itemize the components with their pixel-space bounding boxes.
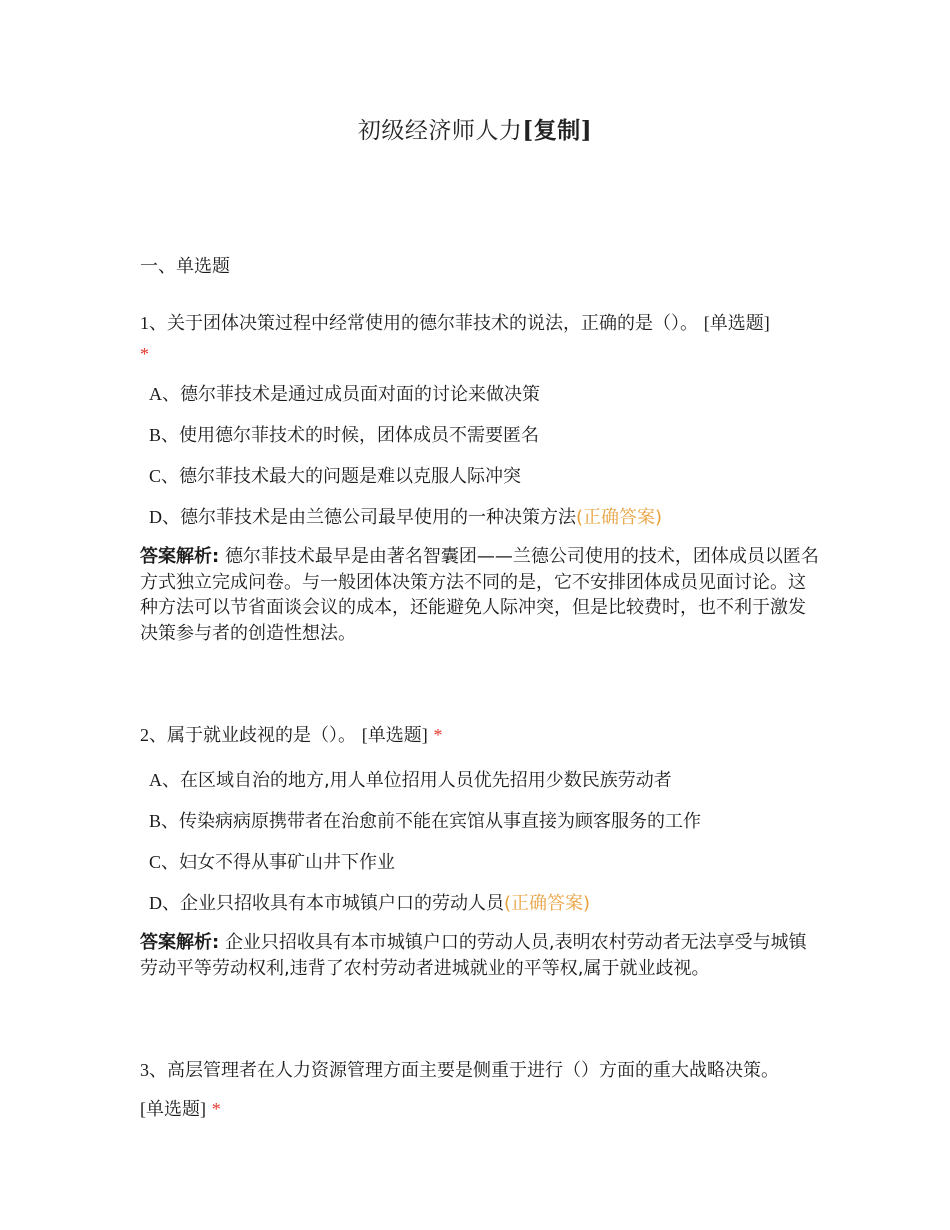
question-1 [140,308,820,646]
required-mark: * [433,725,443,745]
option-c [149,465,820,488]
analysis-text: 德尔菲技术最早是由著名智囊团——兰德公司使用的技术，团体成员以匿名方式独立完成问卷。与一般团体决策方法不同的是，它不安排团体成员见面讨论。这种方法可以节省面谈会议的成本，还能避免人际冲突，但是比较费时，也不利于激发决策参与者的创造性想法。 [140,546,819,644]
option-a [149,383,820,406]
option-letter: A、 [149,384,180,404]
option-b [149,424,820,447]
option-text: 在区域自治的地方,用人单位招用人员优先招用少数民族劳动者 [180,770,672,791]
option-text: 妇女不得从事矿山井下作业 [179,852,396,873]
option-b [149,810,820,833]
option-text: 传染病病原携带者在治愈前不能在宾馆从事直接为顾客服务的工作 [179,811,702,832]
answer-analysis [140,544,820,646]
question-type: [单选题] [140,1099,206,1119]
option-letter: B、 [149,811,180,831]
question-type: [单选题] [703,313,770,333]
correct-answer-label: (正确答案) [576,507,663,528]
document-title-text: 初级经济师人力 [357,118,523,144]
question-number: 1、 [140,313,167,333]
option-letter: D、 [149,893,180,913]
question-number: 3、 [140,1060,167,1080]
option-text: 企业只招收具有本市城镇户口的劳动人员 [180,893,504,914]
analysis-label: 答案解析: [140,546,220,567]
question-type: [单选题] [361,725,428,745]
question-text: 属于就业歧视的是（）。 [167,725,356,746]
document-title-suffix: [复制] [522,117,593,144]
option-text: 德尔菲技术最大的问题是难以克服人际冲突 [179,466,522,487]
option-d [149,892,820,915]
option-text: 德尔菲技术是通过成员面对面的讨论来做决策 [180,384,540,405]
analysis-text: 企业只招收具有本市城镇户口的劳动人员,表明农村劳动者无法享受与城镇劳动平等劳动权利,违背了农村劳动者进城就业的平等权,属于就业歧视。 [140,932,807,979]
required-mark: * [211,1099,221,1119]
question-stem [140,720,820,751]
section-heading: 一、单选题 [140,256,230,277]
question-stem [140,1051,820,1129]
option-text: 使用德尔菲技术的时候，团体成员不需要匿名 [179,425,540,446]
answer-analysis [140,930,820,981]
option-letter: C、 [149,466,180,486]
question-text: 高层管理者在人力资源管理方面主要是侧重于进行（）方面的重大战略决策。 [167,1060,779,1081]
option-text: 德尔菲技术是由兰德公司最早使用的一种决策方法 [180,507,576,528]
option-d [149,506,820,529]
option-letter: D、 [149,507,180,527]
option-letter: C、 [149,852,180,872]
analysis-label: 答案解析: [140,932,220,953]
question-stem [140,308,820,370]
option-letter: A、 [149,770,180,790]
question-2 [140,720,820,981]
question-number: 2、 [140,725,167,745]
document-title [0,112,950,145]
question-text: 关于团体决策过程中经常使用的德尔菲技术的说法，正确的是（）。 [167,313,698,334]
option-letter: B、 [149,425,180,445]
correct-answer-label: (正确答案) [504,893,591,914]
required-mark: * [140,344,149,364]
question-3 [140,1051,820,1129]
option-a [149,769,820,792]
option-c [149,851,820,874]
